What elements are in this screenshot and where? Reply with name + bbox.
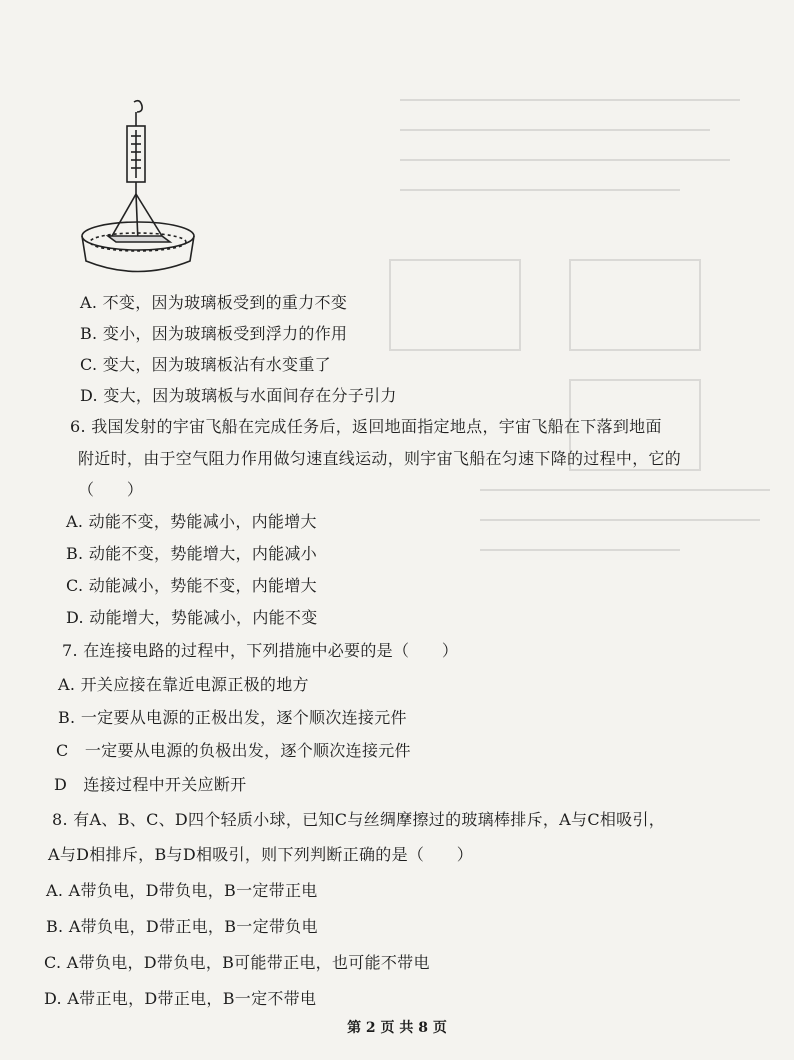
q6-option-b: B. 动能不变，势能增大，内能减小 <box>66 544 318 563</box>
q7-option-c: C 一定要从电源的负极出发，逐个顺次连接元件 <box>56 741 411 760</box>
page-number-footer: 第 2 页 共 8 页 <box>347 1020 447 1036</box>
q8-option-b: B. A带负电，D带正电，B一定带负电 <box>46 917 318 936</box>
q6-answer-blank: （ ） <box>78 480 144 499</box>
q7-stem: 7. 在连接电路的过程中，下列措施中必要的是（ ） <box>62 641 459 660</box>
q8-stem-line1: 8. 有A、B、C、D四个轻质小球，已知C与丝绸摩擦过的玻璃棒排斥，A与C相吸引， <box>52 810 666 829</box>
q6-option-d: D. 动能增大，势能减小，内能不变 <box>66 608 318 627</box>
q8-stem-line2: A与D相排斥，B与D相吸引，则下列判断正确的是（ ） <box>48 845 474 864</box>
q8-option-d: D. A带正电，D带正电，B一定不带电 <box>44 989 317 1008</box>
q6-option-c: C. 动能减小，势能不变，内能增大 <box>66 576 317 595</box>
q5-option-a: A. 不变，因为玻璃板受到的重力不变 <box>80 293 348 312</box>
show-through-marks <box>380 90 780 630</box>
q8-option-a: A. A带负电，D带负电，B一定带正电 <box>46 881 318 900</box>
q6-option-a: A. 动能不变，势能减小，内能增大 <box>66 512 317 531</box>
q6-stem-line2: 附近时，由于空气阻力作用做匀速直线运动，则宇宙飞船在匀速下降的过程中，它的 <box>78 449 682 468</box>
q8-option-c: C. A带负电，D带负电，B可能带正电，也可能不带电 <box>44 953 430 972</box>
q7-option-a: A. 开关应接在靠近电源正极的地方 <box>58 675 309 694</box>
q5-option-d: D. 变大，因为玻璃板与水面间存在分子引力 <box>80 386 397 405</box>
q6-stem-line1: 6. 我国发射的宇宙飞船在完成任务后，返回地面指定地点，宇宙飞船在下落到地面 <box>70 417 662 436</box>
q5-option-b: B. 变小，因为玻璃板受到浮力的作用 <box>80 324 348 343</box>
spring-scale-figure <box>78 96 198 282</box>
q5-option-c: C. 变大，因为玻璃板沾有水变重了 <box>80 355 331 374</box>
q7-option-b: B. 一定要从电源的正极出发，逐个顺次连接元件 <box>58 708 407 727</box>
q7-option-d: D 连接过程中开关应断开 <box>54 775 247 794</box>
